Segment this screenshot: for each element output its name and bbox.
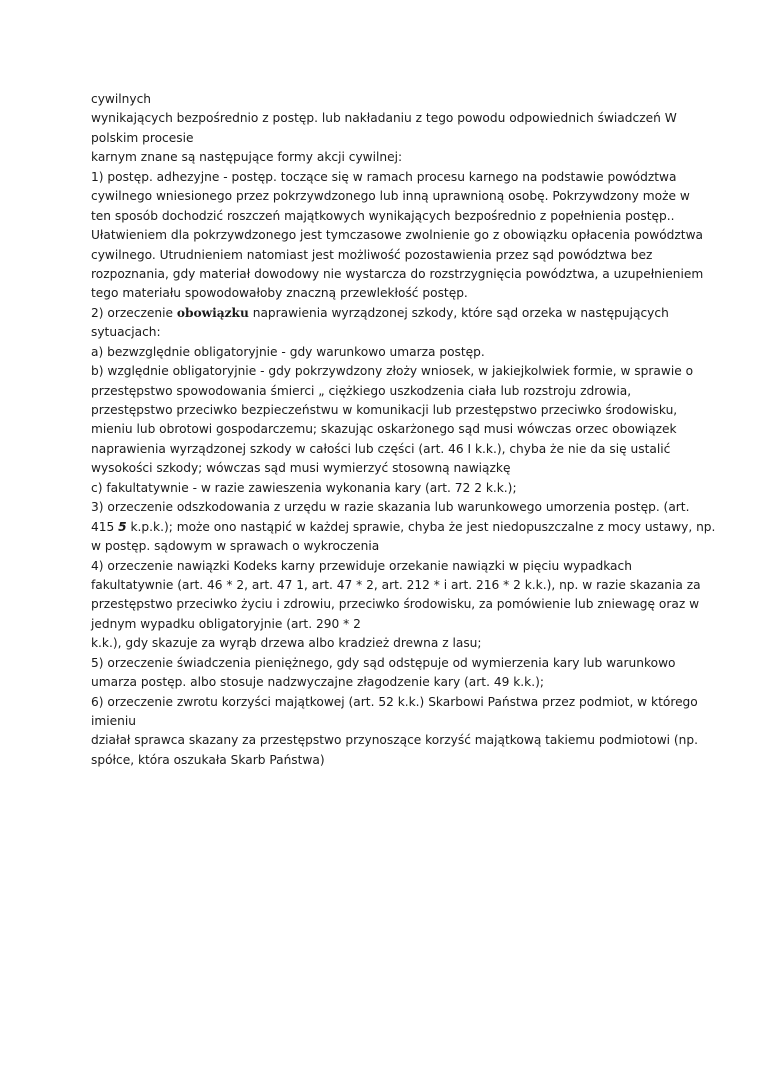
text-line: wynikających bezpośrednio z postęp. lub nakładaniu z tego powodu odpowiednich świadczeń W (91, 111, 677, 126)
text-line: naprawienia wyrządzonej szkody w całości lub części (art. 46 I k.k.), chyba że nie da się ustalić (91, 441, 671, 456)
text-line: umarza postęp. albo stosuje nadzwyczajne złagodzenie kary (art. 49 k.k.); (91, 675, 544, 690)
text-line: c) fakultatywnie - w razie zawieszenia wykonania kary (art. 72 2 k.k.); (91, 480, 517, 495)
text-line: 6) orzeczenie zwrotu korzyści majątkowej (art. 52 k.k.) Skarbowi Państwa przez podmiot, w którego (91, 694, 698, 709)
text-line: fakultatywnie (art. 46 * 2, art. 47 1, art. 47 * 2, art. 212 * i art. 216 * 2 k.k.), np. w razie skazania za (91, 577, 701, 592)
text-line: k.k.), gdy skazuje za wyrąb drzewa albo kradzież drewna z lasu; (91, 636, 482, 651)
text-line: wysokości szkody; wówczas sąd musi wymierzyć stosowną nawiązkę (91, 461, 511, 476)
text-line: a) bezwzględnie obligatoryjnie - gdy warunkowo umarza postęp. (91, 344, 485, 359)
text-line: Ułatwieniem dla pokrzywdzonego jest tymczasowe zwolnienie go z obowiązku opłacenia powództwa (91, 228, 704, 243)
text-line: jednym wypadku obligatoryjnie (art. 290 * 2 (91, 616, 361, 631)
text-line: polskim procesie (91, 130, 194, 145)
text-line: 1) postęp. adhezyjne - postęp. toczące się w ramach procesu karnego na podstawie powództwa (91, 169, 677, 184)
text-line: cywilnego wniesionego przez pokrzywdzonego lub inną uprawnioną osobę. Pokrzywdzony może w (91, 189, 690, 204)
text-line: cywilnych (91, 92, 152, 106)
text-line: rozpoznania, gdy materiał dowodowy nie wystarcza do rozstrzygnięcia powództwa, a uzupełnieniem (91, 266, 704, 281)
text-line: ten sposób dochodzić roszczeń majątkowych wynikających bezpośrednio z popełnienia postęp.. (91, 208, 675, 223)
text-line: w postęp. sądowym w sprawach o wykroczenia (91, 539, 380, 554)
text-line: 3) orzeczenie odszkodowania z urzędu w razie skazania lub warunkowego umorzenia postęp. (art. (91, 500, 690, 515)
text-line (91, 304, 681, 323)
text-line: działał sprawca skazany za przestępstwo przynoszące korzyść majątkową takiemu podmiotowi (np. (91, 733, 699, 748)
text-line: 5) orzeczenie świadczenia pieniężnego, gdy sąd odstępuje od wymierzenia kary lub warunkowo (91, 655, 676, 670)
text-segment: naprawienia wyrządzonej szkody, które sąd orzeka w następujących (248, 305, 669, 320)
text-line: spółce, która oszukała Skarb Państwa) (91, 752, 325, 767)
text-line: przestępstwo przeciwko bezpieczeństwu w komunikacji lub przestępstwo przeciwko środowisku, (91, 403, 678, 417)
text-line: przestępstwo spowodowania śmierci „ ciężkiego uszkodzenia ciała lub rozstroju zdrowia, (91, 383, 632, 398)
text-line: tego materiału spowodowałoby znaczną przewlekłość postęp. (91, 286, 468, 301)
emphasized-number: 5 (118, 519, 127, 534)
text-line: 4) orzeczenie nawiązki Kodeks karny przewiduje orzekanie nawiązki w pięciu wypadkach (91, 558, 632, 573)
text-line: sytuacjach: (91, 325, 161, 340)
text-segment: 2) orzeczenie (91, 305, 177, 320)
text-line: mieniu lub obrotowi gospodarczemu; skazując oskarżonego sąd musi wówczas orzec obowiązek (91, 422, 677, 437)
text-line: cywilnego. Utrudnieniem natomiast jest możliwość pozostawienia przez sąd powództwa bez (91, 247, 653, 262)
text-segment: 415 (91, 519, 119, 534)
emphasized-word: obowiązku (176, 305, 249, 320)
text-line: imieniu (91, 714, 136, 728)
text-line: b) względnie obligatoryjnie - gdy pokrzywdzony złoży wniosek, w jakiejkolwiek formie, w sprawie o (91, 364, 694, 379)
document-body (91, 90, 716, 770)
text-segment: k.p.k.); może ono nastąpić w każdej sprawie, chyba że jest niedopuszczalne z mocy ustawy, np. (126, 519, 716, 534)
text-line: karnym znane są następujące formy akcji cywilnej: (91, 150, 403, 165)
text-line (91, 518, 716, 537)
text-line: przestępstwo przeciwko życiu i zdrowiu, przeciwko środowisku, za pomówienie lub zniewagę oraz w (91, 597, 700, 612)
